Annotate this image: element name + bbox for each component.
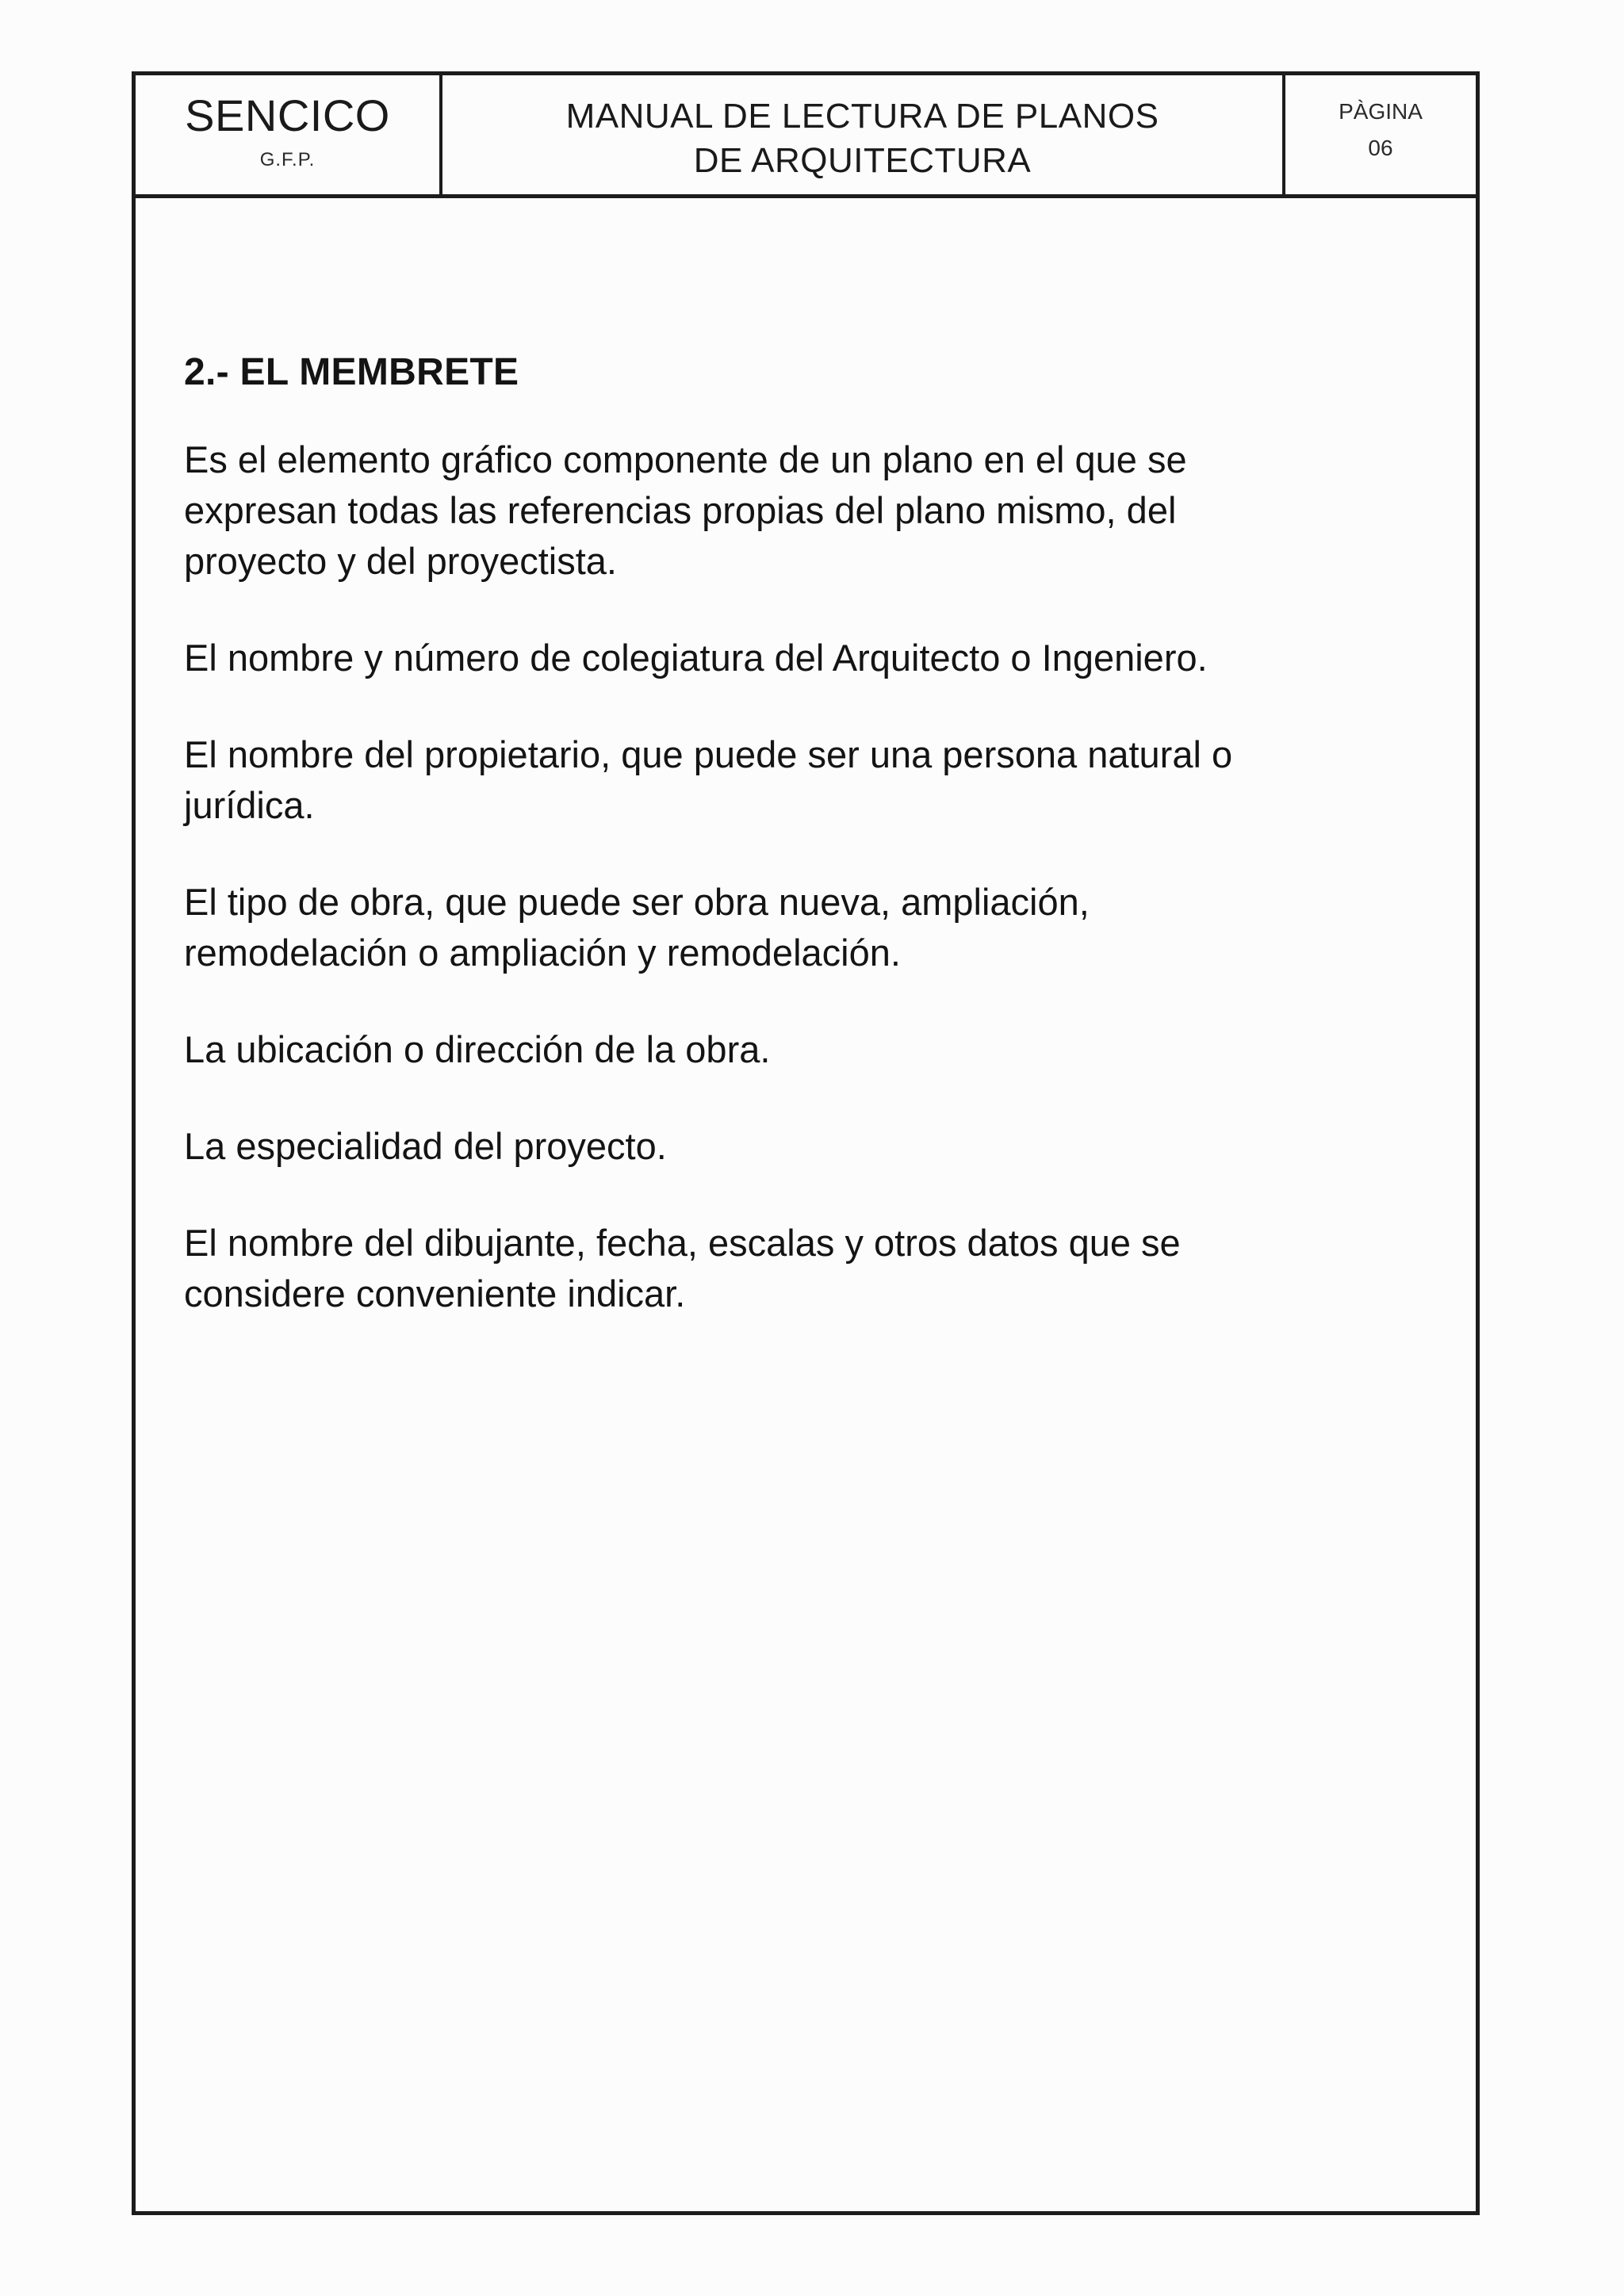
document-title-line-1: MANUAL DE LECTURA DE PLANOS [565,97,1159,136]
header-table [136,75,1476,198]
paragraph-owner: El nombre del propietario, que puede ser una persona natural o jurídica. [184,733,1233,826]
section-heading: 2.- EL MEMBRETE [184,351,519,393]
paragraph-architect: El nombre y número de colegiatura del Arquitecto o Ingeniero. [184,637,1208,679]
org-name: SENCICO [185,90,390,140]
content-body [184,349,1310,1365]
paragraph-work-type: El tipo de obra, que puede ser obra nueva, ampliación, remodelación o ampliación y remodelación. [184,881,1090,974]
paragraph-definition: Es el elemento gráfico componente de un plano en el que se expresan todas las referencias propias del plano mismo, del proyecto y del proyectista. [184,438,1187,582]
paragraph-specialty: La especialidad del proyecto. [184,1125,667,1167]
org-subtitle: G.F.P. [259,149,316,170]
document-title-line-2: DE ARQUITECTURA [693,141,1032,180]
paragraph-draftsman: El nombre del dibujante, fecha, escalas y otros datos que se considere conveniente indicar. [184,1222,1181,1314]
paragraph-location: La ubicación o dirección de la obra. [184,1028,771,1070]
page-number: 06 [1368,136,1393,160]
page-cell [1285,75,1476,194]
org-cell [136,75,442,194]
page-label: PÀGINA [1339,99,1423,124]
title-cell [442,75,1285,194]
